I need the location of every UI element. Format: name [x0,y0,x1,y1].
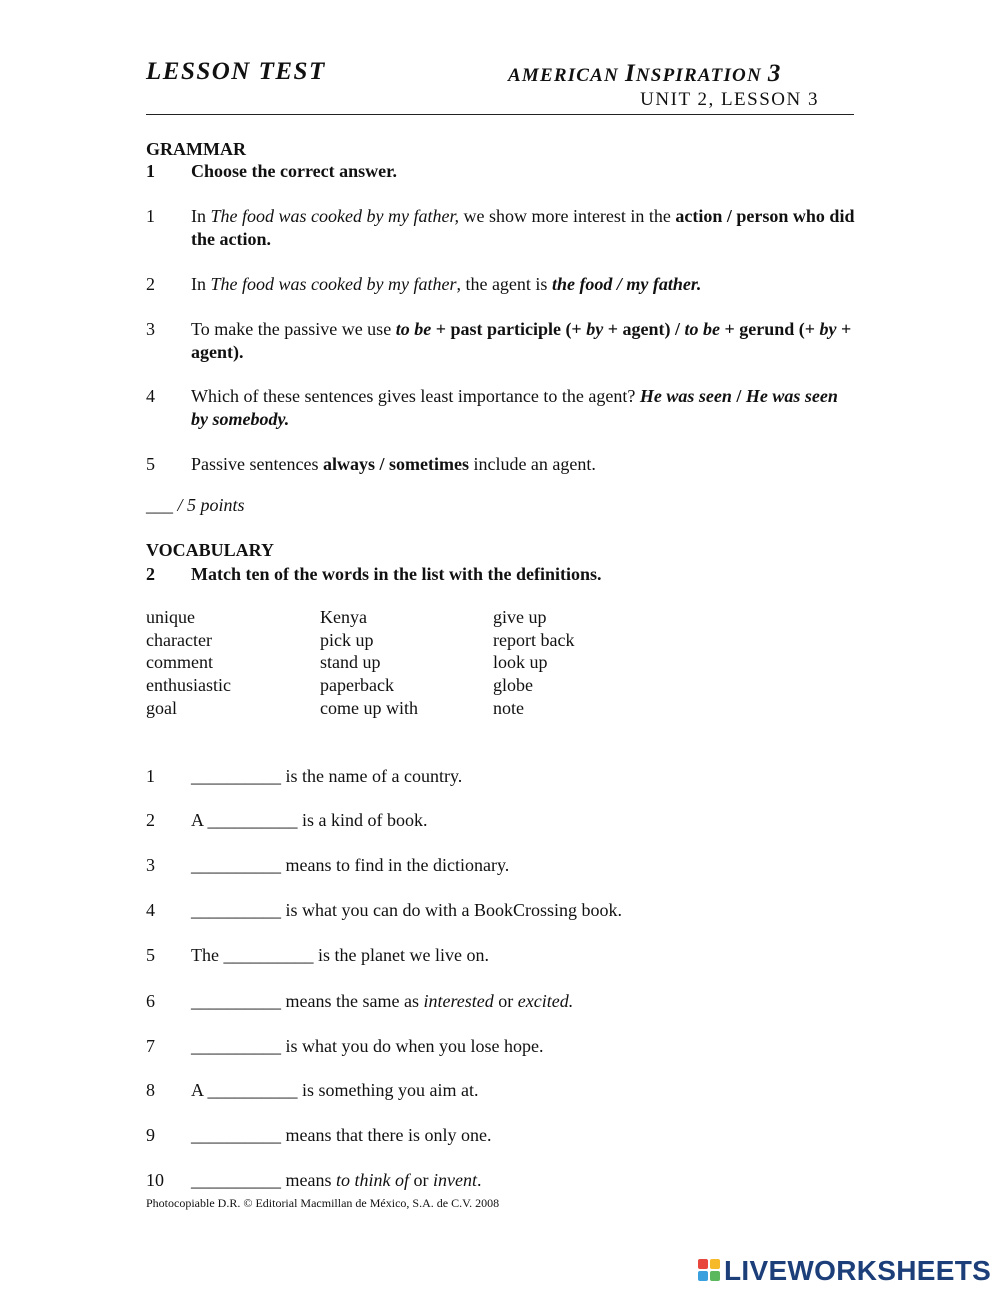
item-text: __________ means the same as interested or excited. [191,991,574,1011]
word-item: globe [493,675,533,696]
word-item: note [493,697,524,718]
item-number: 8 [146,1080,155,1100]
item-number: 2 [146,810,155,830]
item-text: __________ means that there is only one. [191,1125,492,1145]
question-number: 4 [146,386,155,406]
answer-choice[interactable]: the food / my father. [551,274,702,294]
copyright-footer: Photocopiable D.R. © Editorial Macmillan de México, S.A. de C.V. 2008 [146,1196,500,1210]
answer-choice[interactable]: He was seen by somebody. [191,386,838,429]
grammar-heading: GRAMMAR [146,139,246,159]
question-number: 1 [146,206,155,226]
item-text: __________ is what you can do with a BookCrossing book. [191,900,622,920]
book-level: 3 [767,60,782,87]
question-text: In The food was cooked by my father, the agent is the food / my father. [191,274,702,294]
unit-lesson: UNIT 2, LESSON 3 [640,89,819,110]
item-text: __________ is the name of a country. [191,766,463,786]
question-number: 3 [146,319,155,339]
item-text: The __________ is the planet we live on. [191,945,489,965]
question-text: In The food was cooked by my father, we show more interest in the action / person who did the action. [191,206,855,249]
item-text: __________ is what you do when you lose hope. [191,1036,544,1056]
word-item: look up [493,652,548,673]
grammar-points: ___ / 5 points [146,495,245,515]
item-number: 6 [146,991,155,1011]
word-item: enthusiastic [146,675,231,696]
answer-choice[interactable]: action / person who did the action. [191,206,855,249]
word-item: pick up [320,629,374,650]
word-item: stand up [320,652,381,673]
word-list-column-3 [493,606,574,720]
word-item: comment [146,652,213,673]
answer-choice[interactable]: He was seen [639,386,732,406]
item-number: 7 [146,1036,155,1056]
item-text: A __________ is a kind of book. [191,810,428,830]
item-number: 9 [146,1125,155,1145]
word-item: report back [493,629,575,650]
word-item: goal [146,697,177,718]
logo-tiles-icon [698,1259,722,1283]
book-title-initial: I [624,60,636,87]
book-title-part: NSPIRATION [635,65,768,86]
book-title [508,60,782,88]
word-list-column-1 [146,606,231,720]
brand-name: LIVEWORKSHEETS [724,1255,992,1286]
item-number: 10 [146,1170,164,1190]
instruction-text: Match ten of the words in the list with the definitions. [191,564,602,584]
question-number: 2 [146,274,155,294]
item-text: __________ means to find in the dictionary. [191,855,510,875]
vocabulary-heading: VOCABULARY [146,540,275,560]
header-rule [146,114,854,115]
exercise-number: 1 [146,161,155,181]
book-title-part: AMERICAN [508,65,625,86]
lesson-test-title: LESSON TEST [146,58,326,85]
question-text: Passive sentences always / sometimes include an agent. [191,454,596,474]
word-item: paperback [320,675,394,696]
word-item: Kenya [320,607,367,627]
item-number: 1 [146,766,155,786]
answer-choice[interactable]: to be + past participle (+ by + agent) / to be + gerund (+ by + agent). [191,319,852,362]
word-item: come up with [320,697,418,718]
exercise-number: 2 [146,564,155,584]
question-text: To make the passive we use to be + past participle (+ by + agent) / to be + gerund (+ by + agent). [191,319,852,362]
word-item: give up [493,607,547,627]
question-number: 5 [146,454,155,474]
item-number: 4 [146,900,155,920]
item-number: 5 [146,945,155,965]
item-number: 3 [146,855,155,875]
answer-choice[interactable]: always / sometimes [322,454,469,474]
question-text: Which of these sentences gives least importance to the agent? He was seen / He was seen by somebody. [191,386,838,429]
instruction-text: Choose the correct answer. [191,161,397,181]
item-text: __________ means to think of or invent. [191,1170,482,1190]
word-list-column-2 [320,606,418,720]
item-text: A __________ is something you aim at. [191,1080,479,1100]
word-item: unique [146,607,195,627]
word-item: character [146,629,212,650]
